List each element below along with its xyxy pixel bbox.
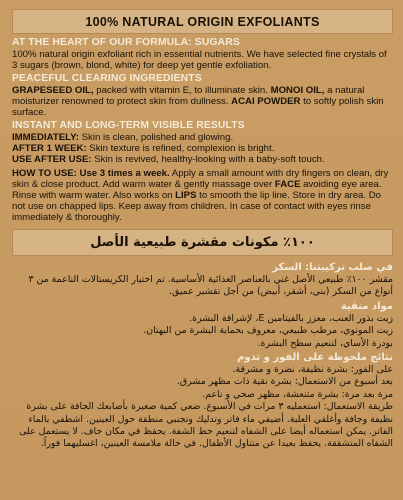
- ingredients-text: [12, 85, 393, 118]
- after-use-text: Skin is revived, healthy-looking with a baby-soft touch.: [91, 154, 325, 165]
- acai-text: to softly polish skin surface.: [12, 96, 384, 118]
- results-heading: INSTANT AND LONG-TERM VISIBLE RESULTS: [12, 120, 245, 131]
- ar-text-immediately: على الفور: بشرة نظيفة، نضرة و مشرقة.: [232, 364, 393, 376]
- arabic-section: [12, 261, 393, 451]
- ar-text-week: بعد أسبوع من الاستعمال: بشرة نقية ذات مظهر مشرق.: [176, 376, 393, 388]
- face-label: FACE: [274, 179, 301, 190]
- result-immediately: [12, 132, 393, 143]
- howto-text-1: Apply a small amount with dry fingers on clean, dry skin & close product. Add warm water & gently massage over: [12, 168, 389, 190]
- header-banner-ar: ١٠٠٪ مكونات مقشرة طبيعية الأصل: [12, 229, 393, 256]
- monoi-label: MONOI OIL,: [270, 85, 325, 96]
- ar-heading-results: نتائج ملحوظة على الفور و تدوم: [237, 352, 393, 364]
- howto-text-2: avoiding eye area. Rinse with warm water. Also works on: [12, 179, 382, 201]
- ar-text-how-to-use: طريقة الاستعمال: استعمليه ٣ مرات في الأسبوع. ضعي كمية صغيرة بأصابعك الجافة على بشرة نظيفة وجافة وأغلقي العلبة. أضيفي ماء فاتر وتدليك وتجنبي منطقة حول العينين. اشطفي بالماء الفاتر. يمكن استعماله أيضا على الشفاه لتنعيم خط الشفة. يحفظ في مكان جاف. لا يستعمل على الشفاه المتشققة. يحفظ بعيدا عن متناول الأطفال. في حالة ملامسة العينين، اغسليهما فوراً.: [19, 401, 393, 450]
- week-text: Skin texture is refined, complexion is bright.: [86, 143, 275, 154]
- howto-text-3: to smooth the lip line. Store in dry area. Do not use on chapped lips. Keep away from children. In case of contact with eyes rinse immediately & thoroughly.: [12, 190, 381, 223]
- heart-heading: AT THE HEART OF OUR FORMULA: SUGARS: [12, 37, 240, 48]
- immediately-label: IMMEDIATELY:: [12, 132, 79, 143]
- ar-heading-ingredients: مواد منقية: [340, 300, 393, 312]
- howto-label: HOW TO USE: Use 3 times a week.: [12, 168, 170, 179]
- heart-text: 100% natural origin exfoliant rich in essential nutrients. We have selected fine crystals of 3 sugars (brown, blond, white) for deep yet gentle exfoliation.: [12, 49, 387, 71]
- ar-text-grapeseed: زيت بذور العنب، معزز بالفيتامين E، لإشراقة البشرة.: [189, 312, 393, 324]
- acai-label: ACAI POWDER: [231, 96, 301, 107]
- lips-label: LIPS: [175, 190, 197, 201]
- grapeseed-label: GRAPESEED OIL,: [12, 85, 94, 96]
- clearing-heading: PEACEFUL CLEARING INGREDIENTS: [12, 73, 202, 84]
- header-banner-en: 100% NATURAL ORIGIN EXFOLIANTS: [12, 9, 393, 34]
- how-to-use: [12, 168, 393, 223]
- result-after-use: [12, 154, 393, 165]
- ar-text-formula: مقشر ١٠٠٪ طبيعي الأصل غني بالعناصر الغذائية الأساسية. تم اختيار الكريستالات الناعمة من ٣ أنواع من السكر (بني، أشقر، أبيض) من أجل تقشير عميق.: [28, 274, 393, 298]
- ar-text-acai: بودرة الأساي، لتنعيم سطح البشرة.: [257, 337, 393, 349]
- immediately-text: Skin is clean, polished and glowing.: [78, 132, 234, 143]
- ar-text-after-use: مرة بعد مرة: بشرة متنعشة، مظهر صحي و ناعم.: [202, 388, 393, 400]
- grapeseed-text: packed with vitamin E, to illuminate skin.: [93, 85, 271, 96]
- monoi-text: a natural moisturizer renowned to protect skin from dullness.: [12, 85, 365, 107]
- week-label: AFTER 1 WEEK:: [12, 143, 87, 154]
- after-use-label: USE AFTER USE:: [12, 154, 92, 165]
- ar-heading-formula: في صلب تركيبتنا: السكر: [272, 262, 393, 273]
- result-week: [12, 143, 393, 154]
- english-section: [12, 37, 393, 223]
- ar-text-monoi: زيت المونوي، مرطب طبيعي، معروف بحماية البشرة من البهتان.: [143, 325, 393, 337]
